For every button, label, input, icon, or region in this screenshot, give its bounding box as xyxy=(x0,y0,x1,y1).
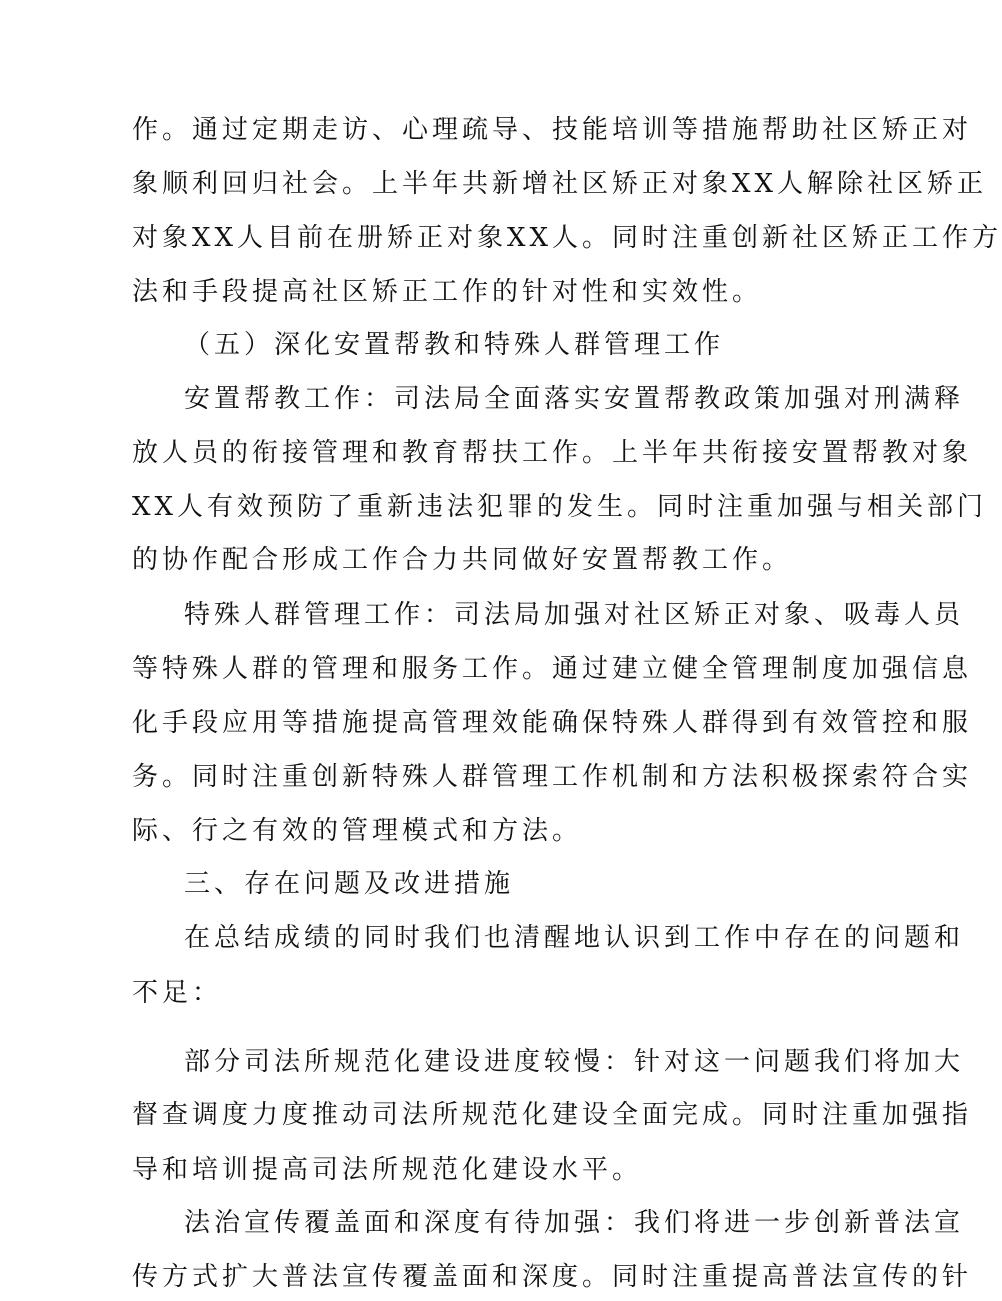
paragraph-line: 督查调度力度推动司法所规范化建设全面完成。同时注重加强指 xyxy=(132,1100,973,1130)
paragraph-line: 对象XX人目前在册矫正对象XX人。同时注重创新社区矫正工作方 xyxy=(132,223,1002,253)
section-subheading: （五）深化安置帮教和特殊人群管理工作 xyxy=(184,330,725,360)
paragraph-line: 在总结成绩的同时我们也清醒地认识到工作中存在的问题和 xyxy=(184,923,965,953)
paragraph-line: 安置帮教工作：司法局全面落实安置帮教政策加强对刑满释 xyxy=(184,384,965,414)
paragraph-line: 不足： xyxy=(132,978,223,1008)
paragraph-line: 的协作配合形成工作合力共同做好安置帮教工作。 xyxy=(132,545,793,575)
paragraph-line: 务。同时注重创新特殊人群管理工作机制和方法积极探索符合实 xyxy=(132,762,973,792)
paragraph-line: XX人有效预防了重新违法犯罪的发生。同时注重加强与相关部门 xyxy=(132,492,988,522)
paragraph-line: 作。通过定期走访、心理疏导、技能培训等措施帮助社区矫正对 xyxy=(132,115,973,145)
paragraph-line: 等特殊人群的管理和服务工作。通过建立健全管理制度加强信息 xyxy=(132,654,973,684)
paragraph-line: 导和培训提高司法所规范化建设水平。 xyxy=(132,1155,643,1185)
paragraph-line: 际、行之有效的管理模式和方法。 xyxy=(132,816,583,846)
paragraph-line: 传方式扩大普法宣传覆盖面和深度。同时注重提高普法宣传的针 xyxy=(132,1262,973,1292)
paragraph-line: 放人员的衔接管理和教育帮扶工作。上半年共衔接安置帮教对象 xyxy=(132,438,973,468)
paragraph-line: 法和手段提高社区矫正工作的针对性和实效性。 xyxy=(132,277,763,307)
section-heading: 三、存在问题及改进措施 xyxy=(184,869,515,899)
paragraph-line: 部分司法所规范化建设进度较慢：针对这一问题我们将加大 xyxy=(184,1047,965,1077)
paragraph-line: 法治宣传覆盖面和深度有待加强：我们将进一步创新普法宣 xyxy=(184,1208,965,1238)
paragraph-line: 化手段应用等措施提高管理效能确保特殊人群得到有效管控和服 xyxy=(132,708,973,738)
paragraph-line: 特殊人群管理工作：司法局加强对社区矫正对象、吸毒人员 xyxy=(184,600,965,630)
paragraph-line: 象顺利回归社会。上半年共新增社区矫正对象XX人解除社区矫正 xyxy=(132,169,988,199)
